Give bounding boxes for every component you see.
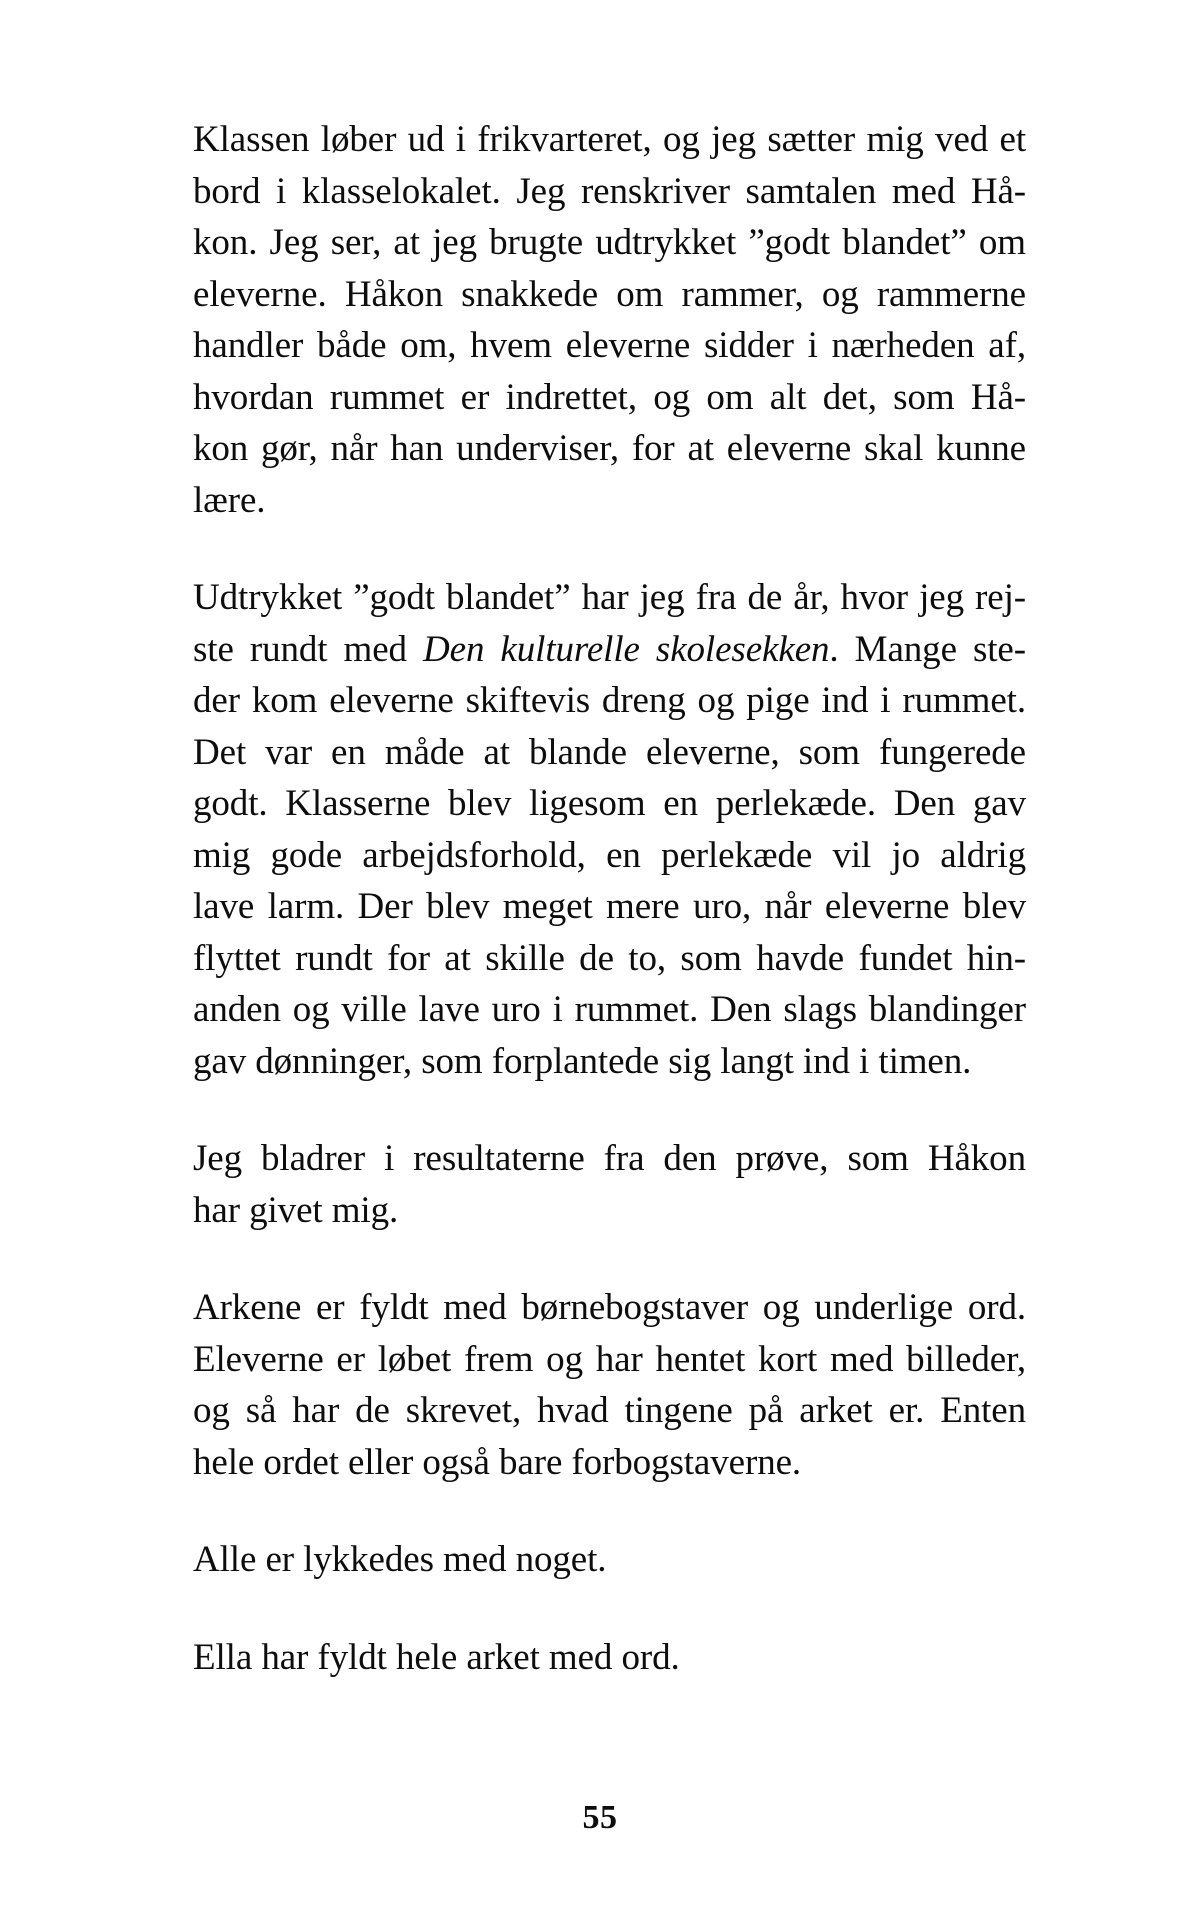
text-line: bord i klasselokalet. Jeg renskriver samtalen med Hå- bbox=[193, 170, 1026, 212]
text-line: mig gode arbejdsforhold, en perlekæde vil jo aldrig bbox=[193, 834, 1026, 876]
paragraph bbox=[193, 1632, 1026, 1684]
text-line: Ella har fyldt hele arket med ord. bbox=[193, 1636, 680, 1678]
text-line: ste rundt med Den kulturelle skolesekken. Mange ste- bbox=[193, 628, 1026, 670]
text-line: Eleverne er løbet frem og har hentet kort med billeder, bbox=[193, 1338, 1026, 1380]
text-line: kon gør, når han underviser, for at eleverne skal kunne bbox=[193, 428, 1026, 469]
paragraph bbox=[193, 1133, 1026, 1236]
text-line: Udtrykket ”godt blandet” har jeg fra de år, hvor jeg rej- bbox=[193, 577, 1026, 618]
text-column bbox=[193, 114, 1026, 1683]
text-line: eleverne. Håkon snakkede om rammer, og rammerne bbox=[193, 273, 1026, 315]
text-line: hele ordet eller også bare forbogstaverne. bbox=[193, 1441, 802, 1483]
text-line: godt. Klasserne blev ligesom en perlekæde. Den gav bbox=[193, 783, 1026, 824]
text-line: Jeg bladrer i resultaterne fra den prøve, som Håkon bbox=[193, 1138, 1026, 1179]
text-line: anden og ville lave uro i rummet. Den slags blandinger bbox=[193, 989, 1026, 1030]
paragraph bbox=[193, 114, 1026, 526]
page-number: 55 bbox=[582, 1799, 618, 1836]
paragraph bbox=[193, 572, 1026, 1087]
text-line: gav dønninger, som forplantede sig langt ind i timen. bbox=[193, 1040, 972, 1082]
text-line: kon. Jeg ser, at jeg brugte udtrykket ”godt blandet” om bbox=[193, 222, 1026, 263]
text-line: handler både om, hvem eleverne sidder i nærheden af, bbox=[193, 325, 1026, 366]
text-line: og så har de skrevet, hvad tingene på arket er. Enten bbox=[193, 1390, 1026, 1431]
book-title-italic: Den kulturelle skolesekken bbox=[423, 628, 830, 670]
text-line: der kom eleverne skiftevis dreng og pige ind i rummet. bbox=[193, 680, 1026, 721]
text-line: har givet mig. bbox=[193, 1189, 399, 1231]
text-line: Arkene er fyldt med børnebogstaver og underlige ord. bbox=[193, 1287, 1026, 1328]
text-line: Klassen løber ud i frikvarteret, og jeg sætter mig ved et bbox=[193, 119, 1026, 160]
text-line: Alle er lykkedes med noget. bbox=[193, 1539, 607, 1580]
text-line: hvordan rummet er indrettet, og om alt det, som Hå- bbox=[193, 376, 1026, 418]
paragraph bbox=[193, 1282, 1026, 1488]
text-line: flyttet rundt for at skille de to, som havde fundet hin- bbox=[193, 937, 1026, 979]
text-line: Det var en måde at blande eleverne, som fungerede bbox=[193, 731, 1026, 773]
paragraph bbox=[193, 1534, 1026, 1586]
text-line: lave larm. Der blev meget mere uro, når eleverne blev bbox=[193, 886, 1026, 927]
text-line: lære. bbox=[193, 479, 266, 521]
